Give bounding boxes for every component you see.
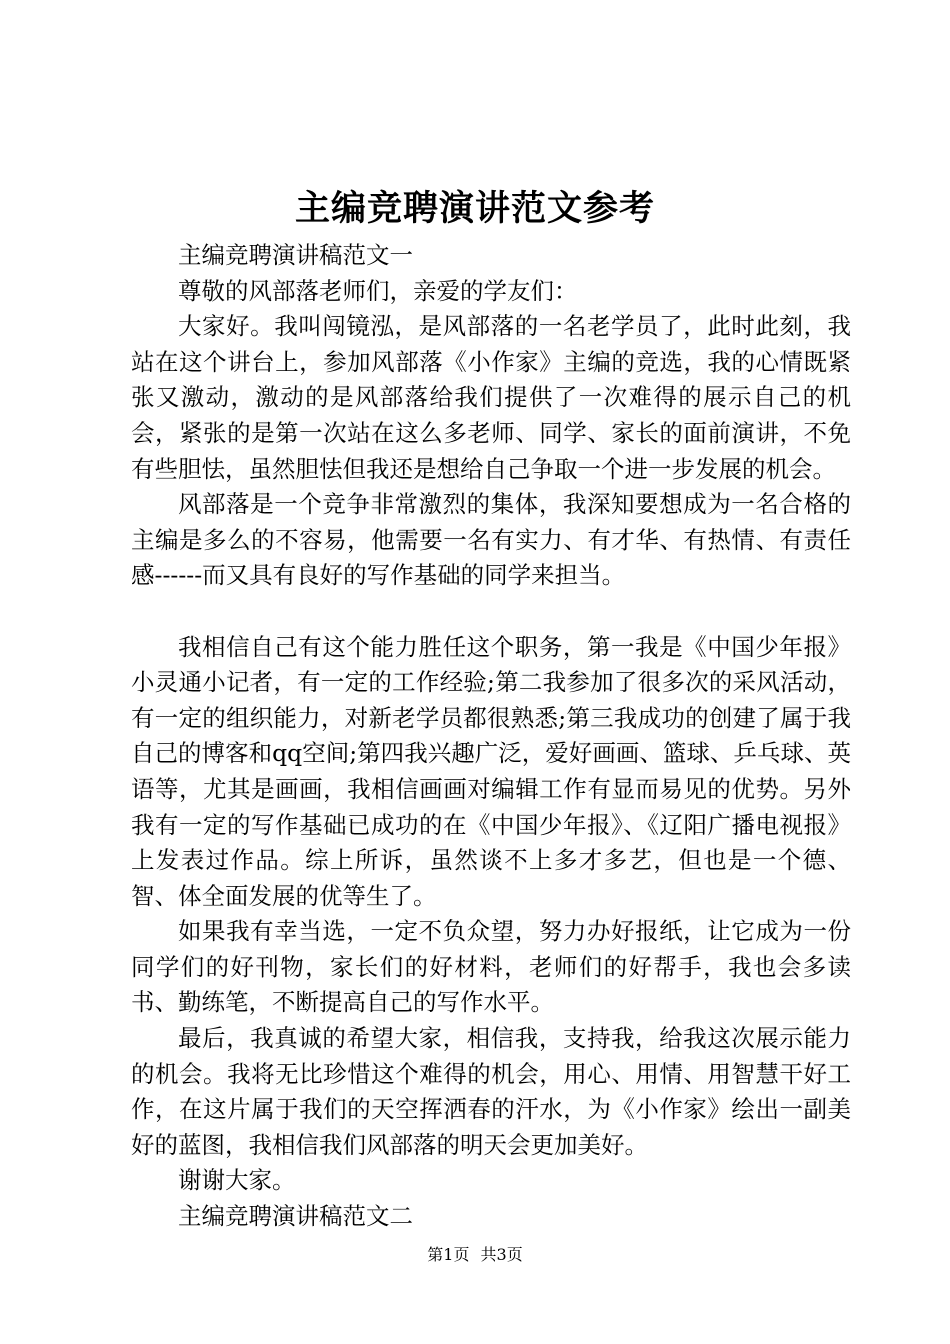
paragraph-qualifications: 我相信自己有这个能力胜任这个职务，第一我是《中国少年报》小灵通小记者，有一定的工作经验;第二我参加了很多次的采风活动，有一定的组织能力，对新老学员都很熟悉;第三我成功的创建了属于我自己的博客和qq空间;第四我兴趣广泛，爱好画画、篮球、乒乓球、英语等，尤其是画画，我相信画画对编辑工作有显而易见的优势。另外我有一定的写作基础已成功的在《中国少年报》、《辽阳广播电视报》上发表过作品。综上所诉，虽然谈不上多才多艺，但也是一个德、智、体全面发展的优等生了。 xyxy=(131,632,851,910)
document-title: 主编竞聘演讲范文参考 xyxy=(294,188,655,229)
paragraph-competition: 风部落是一个竞争非常激烈的集体，我深知要想成为一名合格的主编是多么的不容易，他需要一名有实力、有才华、有热情、有责任感------而又具有良好的写作基础的同学来担当。 xyxy=(131,490,851,590)
paragraph-salutation: 尊敬的风部落老师们，亲爱的学友们： xyxy=(178,276,578,305)
paragraph-closing: 最后，我真诚的希望大家，相信我，支持我，给我这次展示能力的机会。我将无比珍惜这个难得的机会，用心、用情、用智慧干好工作，在这片属于我们的天空挥洒春的汗水，为《小作家》绘出一副美好的蓝图，我相信我们风部落的明天会更加美好。 xyxy=(131,1024,851,1159)
blank-line xyxy=(131,594,851,630)
page-footer: 第1页 共3页 xyxy=(427,1245,523,1264)
paragraph-subtitle-one: 主编竞聘演讲稿范文一 xyxy=(178,241,413,269)
paragraph-subtitle-two: 主编竞聘演讲稿范文二 xyxy=(178,1202,413,1231)
paragraph-thanks: 谢谢大家。 xyxy=(178,1166,296,1195)
paragraph-promise: 如果我有幸当选，一定不负众望，努力办好报纸，让它成为一份同学们的好刊物，家长们的好材料，老师们的好帮手，我也会多读书、勤练笔，不断提高自己的写作水平。 xyxy=(131,917,851,1017)
document-body xyxy=(131,238,851,1235)
paragraph-introduction: 大家好。我叫闯镜泓，是风部落的一名老学员了，此时此刻，我站在这个讲台上，参加风部落《小作家》主编的竞选，我的心情既紧张又激动，激动的是风部落给我们提供了一次难得的展示自己的机会，紧张的是第一次站在这么多老师、同学、家长的面前演讲，不免有些胆怯，虽然胆怯但我还是想给自己争取一个进一步发展的机会。 xyxy=(131,312,851,483)
